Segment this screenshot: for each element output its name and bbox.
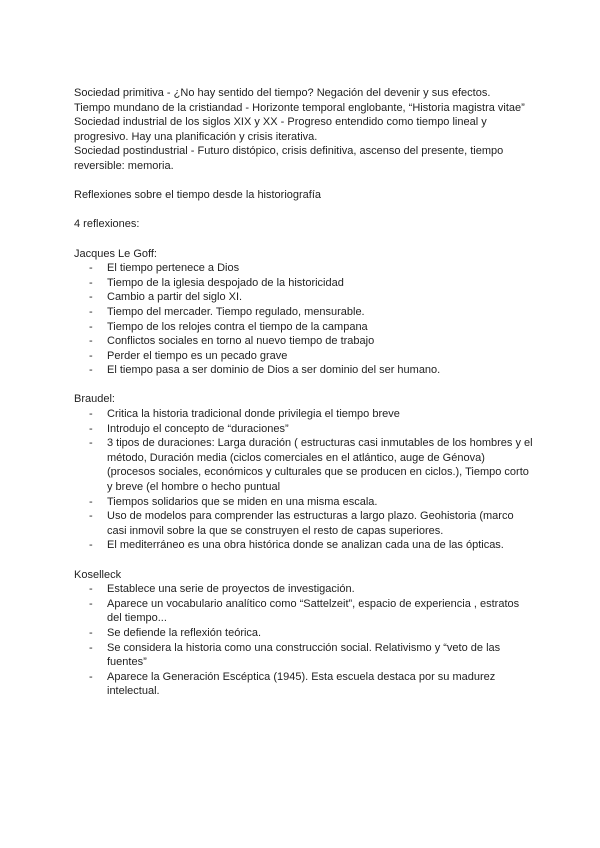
spacer	[74, 232, 534, 247]
section-le-goff	[74, 247, 534, 378]
dash-list	[74, 582, 534, 699]
spacer	[74, 378, 534, 393]
document-page	[74, 86, 534, 699]
section-title: Jacques Le Goff:	[74, 247, 157, 260]
intro-line: Sociedad primitiva - ¿No hay sentido del tiempo? Negación del devenir y sus efectos.	[74, 87, 491, 99]
spacer	[74, 203, 534, 218]
list-item: - Perder el tiempo es un pecado grave	[74, 349, 534, 364]
list-item: - El mediterráneo es una obra histórica donde se analizan cada una de las ópticas.	[74, 538, 534, 553]
list-item: - Critica la historia tradicional donde privilegia el tiempo breve	[74, 407, 534, 422]
list-item: - 3 tipos de duraciones: Larga duración ( estructuras casi inmutables de los hombres y el método, Duración media (ciclos comerciales en el atlántico, auge de Génova) (procesos sociales, económicos y culturales que se producen en ciclos.), Tiempo corto y breve (el hombre o hecho puntual	[74, 436, 534, 494]
spacer	[74, 174, 534, 189]
intro-line: Sociedad postindustrial - Futuro distópico, crisis definitiva, ascenso del presente, tiempo reversible: memoria.	[74, 145, 504, 172]
list-item: - El tiempo pasa a ser dominio de Dios a ser dominio del ser humano.	[74, 363, 534, 378]
list-item: - Conflictos sociales en torno al nuevo tiempo de trabajo	[74, 334, 534, 349]
list-item: - Aparece un vocabulario analítico como “Sattelzeit”, espacio de experiencia , estratos del tiempo...	[74, 597, 534, 626]
section-koselleck	[74, 568, 534, 699]
list-item: - Establece una serie de proyectos de investigación.	[74, 582, 534, 597]
list-item: - Introdujo el concepto de “duraciones”	[74, 422, 534, 437]
spacer	[74, 553, 534, 568]
section-title: Braudel:	[74, 393, 115, 406]
intro-line: Sociedad industrial de los siglos XIX y XX - Progreso entendido como tiempo lineal y progresivo. Hay una planificación y crisis iterativa.	[74, 116, 487, 143]
list-item: - Aparece la Generación Escéptica (1945). Esta escuela destaca por su madurez intelectual.	[74, 670, 534, 699]
list-item: - Uso de modelos para comprender las estructuras a largo plazo. Geohistoria (marco casi inmovil sobre la que se construyen el resto de capas superiores.	[74, 509, 534, 538]
count-label: 4 reflexiones:	[74, 218, 140, 231]
list-item: - Tiempo del mercader. Tiempo regulado, mensurable.	[74, 305, 534, 320]
list-item: - Tiempo de los relojes contra el tiempo de la campana	[74, 320, 534, 335]
dash-list	[74, 407, 534, 553]
intro-line: Tiempo mundano de la cristiandad - Horizonte temporal englobante, “Historia magistra vitae”	[74, 101, 525, 114]
list-item: - El tiempo pertenece a Dios	[74, 261, 534, 276]
section-title: Koselleck	[74, 568, 122, 581]
list-item: - Se defiende la reflexión teórica.	[74, 626, 534, 641]
list-item: - Tiempo de la iglesia despojado de la historicidad	[74, 276, 534, 291]
section-braudel	[74, 392, 534, 553]
heading: Reflexiones sobre el tiempo desde la historiografía	[74, 189, 322, 202]
list-item: - Se considera la historia como una construcción social. Relativismo y “veto de las fuentes”	[74, 641, 534, 670]
list-item: - Cambio a partir del siglo XI.	[74, 290, 534, 305]
intro-block	[74, 86, 534, 174]
dash-list	[74, 261, 534, 378]
list-item: - Tiempos solidarios que se miden en una misma escala.	[74, 495, 534, 510]
